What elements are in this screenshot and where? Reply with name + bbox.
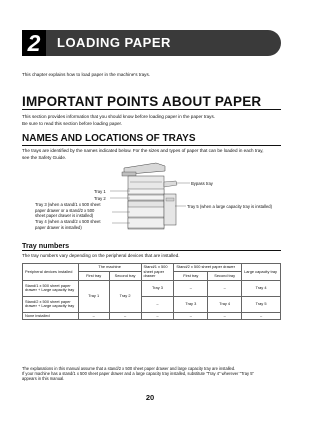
callout-bypass-tray: Bypass tray [191,181,213,186]
table-row [23,312,281,320]
header-large: Large capacity tray [242,264,281,281]
footnote-line1: The explanations in this manual assume that a stand/2 x 500 sheet paper drawer and large capacity tray are installed. [22,366,236,371]
row-second: – [208,280,242,296]
row-second: Tray 4 [208,296,242,312]
machine-second-value: Tray 2 [109,280,141,312]
subsection-text-line1: The trays are identified by the names indicated below. For the sizes and types of paper that can be loaded in each tray, [22,148,264,153]
table-row [23,296,281,312]
tray-numbers-desc: The tray numbers vary depending on the peripheral devices that are installed. [22,253,180,258]
callout-tray-3-line1: Tray 3 (when a stand/1 x 500 sheet [35,202,101,207]
tray-3-drawer [128,207,164,217]
row-first: – [174,312,208,320]
subsection-title: NAMES AND LOCATIONS OF TRAYS [22,133,196,144]
row-large: Tray 5 [242,296,281,312]
row-stand1: – [141,312,174,320]
table-row [23,280,281,296]
header-first-tray: First tray [78,272,109,280]
header-first-tray-2: First tray [174,272,208,280]
row-device: None installed [23,312,79,320]
tray-numbers-title: Tray numbers [22,241,70,250]
row-first: Tray 3 [174,296,208,312]
table-header-row [23,264,281,272]
chapter-intro: This chapter explains how to load paper in the machine's trays. [22,72,151,77]
section-title: IMPORTANT POINTS ABOUT PAPER [22,94,262,109]
footnote-line2: If your machine has a stand/1 x 500 sheet paper drawer and a large capacity tray installed, substitute "Tray 4" wherever "Tray 5" [22,371,254,377]
header-second-tray: Second tray [109,272,141,280]
tray-2-drawer [128,195,164,200]
row-first: – [174,280,208,296]
row-second: – [208,312,242,320]
header-second-tray-2: Second tray [208,272,242,280]
row-device: Stand/1 x 500 sheet paper drawer + Large capacity tray [23,280,79,296]
header-stand2: Stand/2 x 500 sheet paper drawer [174,264,242,272]
tray-1-drawer [128,189,164,194]
bypass-tray [164,181,177,187]
operation-panel [122,172,136,176]
callout-tray-5: Tray 5 (when a large capacity tray is installed) [187,203,273,209]
section-text-line1: This section provides information that you should know before loading paper in the paper trays. [22,114,216,119]
row-machine-second-none: – [109,312,141,320]
tray-numbers-divider [22,250,281,251]
callout-tray-3-line3: sheet paper drawer is installed) [35,213,94,218]
row-stand1: – [141,296,174,312]
row-device: Stand/2 x 500 sheet paper drawer + Large capacity tray [23,296,79,312]
tray-4-drawer [128,218,164,228]
row-stand1: Tray 3 [141,280,174,296]
tray-numbers-table [22,263,281,320]
machine-first-value: Tray 1 [78,280,109,312]
page-number: 20 [145,393,155,402]
footnote-line3: appears in this manual. [22,376,65,382]
header-stand1: Stand/1 x 500 sheet paper drawer [141,264,174,281]
section-text-line2: Be sure to read this section before loading paper. [22,120,123,126]
callout-tray-1: Tray 1 [94,188,106,194]
header-machine: The machine [78,264,141,272]
large-capacity-handle [166,198,174,201]
chapter-title: LOADING PAPER [57,35,171,50]
callout-tray-3-line2: paper drawer or a stand/2 x 500 [35,207,95,213]
chapter-number: 2 [22,30,46,56]
callout-tray-4-line1: Tray 4 (when a stand/2 x 500 sheet [35,219,101,224]
row-large: Tray 4 [242,280,281,296]
subsection-text-line2: see the Safety Guide. [22,154,67,160]
callout-tray-4-line2: paper drawer is installed) [35,224,82,230]
callout-tray-2: Tray 2 [94,195,106,201]
row-machine-first-none: – [78,312,109,320]
row-large: – [242,312,281,320]
header-peripheral: Peripheral devices installed [23,264,79,281]
footnote [22,366,284,382]
